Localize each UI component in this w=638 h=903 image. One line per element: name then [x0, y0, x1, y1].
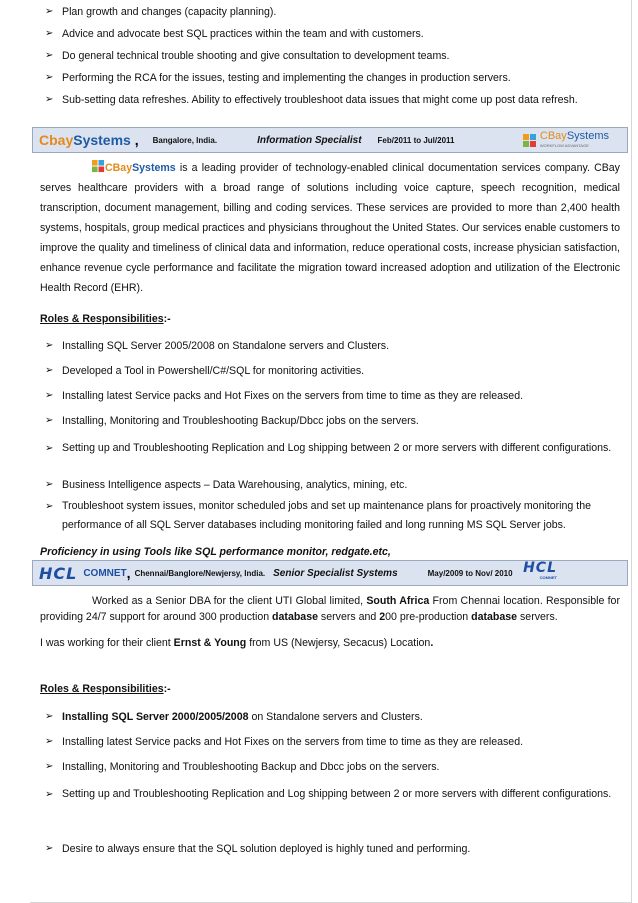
job-role: Senior Specialist Systems: [273, 567, 398, 579]
list-item: ➢ Installing, Monitoring and Troubleshooting Backup/Dbcc jobs on the servers.: [45, 415, 419, 427]
job-dates: Feb/2011 to Jul/2011: [377, 135, 455, 145]
list-item: ➢ Developed a Tool in Powershell/C#/SQL for monitoring activities.: [45, 365, 365, 377]
list-item: ➢ Setting up and Troubleshooting Replication and Log shipping between 2 or more servers with different configurations.: [62, 785, 620, 804]
arrow-bullet-icon: ➢: [45, 50, 54, 61]
list-item: ➢ Installing latest Service packs and Hot Fixes on the servers from time to time as they are released.: [45, 390, 524, 402]
client-note: I was working for their client Ernst & Young from US (Newjersy, Secacus) Location.: [40, 637, 434, 649]
list-item: ➢ Installing latest Service packs and Hot Fixes on the servers from time to time as they are released.: [45, 736, 524, 748]
arrow-bullet-icon: ➢: [45, 443, 54, 454]
arrow-bullet-icon: ➢: [45, 789, 54, 800]
cbay-squares-icon: [523, 134, 537, 148]
arrow-bullet-icon: ➢: [45, 72, 54, 83]
list-item: ➢ Installing SQL Server 2005/2008 on Standalone servers and Clusters.: [45, 340, 390, 352]
cbay-logo: CbaySystems ,: [39, 132, 139, 148]
job-location: Bangalore, India.: [152, 135, 218, 145]
arrow-bullet-icon: ➢: [45, 390, 54, 401]
cbay-right-logo: CBaySystems WORKFLOW ADVANTAGE: [523, 131, 609, 150]
list-item: ➢ Setting up and Troubleshooting Replication and Log shipping between 2 or more servers with different configurations.: [62, 439, 620, 458]
hcl-logo: HCL: [39, 563, 78, 583]
arrow-bullet-icon: ➢: [45, 761, 54, 772]
list-item: ➢ Advice and advocate best SQL practices within the team and with customers.: [45, 28, 424, 40]
cbay-squares-icon: [92, 160, 105, 173]
arrow-bullet-icon: ➢: [45, 94, 54, 105]
arrow-bullet-icon: ➢: [45, 843, 54, 854]
hcl-right-logo: HCL COMNET: [523, 560, 557, 580]
job-location: Chennai/Banglore/Newjersy, India.: [134, 568, 266, 578]
arrow-bullet-icon: ➢: [45, 340, 54, 351]
job-banner-cbay: [32, 127, 628, 153]
arrow-bullet-icon: ➢: [45, 6, 54, 17]
job-role: Information Specialist: [257, 134, 362, 146]
arrow-bullet-icon: ➢: [45, 415, 54, 426]
list-item: ➢ Troubleshoot system issues, monitor scheduled jobs and set up maintenance plans for proactively monitoring the performance of all SQL Server databases including monitoring failed and long running MS SQL Server jobs.: [62, 497, 620, 535]
arrow-bullet-icon: ➢: [45, 501, 54, 512]
arrow-bullet-icon: ➢: [45, 28, 54, 39]
arrow-bullet-icon: ➢: [45, 736, 54, 747]
roles-heading: Roles & Responsibilities:-: [40, 683, 171, 695]
arrow-bullet-icon: ➢: [45, 479, 54, 490]
list-item: ➢ Desire to always ensure that the SQL solution deployed is highly tuned and performing.: [45, 843, 471, 855]
list-item: ➢ Installing SQL Server 2000/2005/2008 on Standalone servers and Clusters.: [45, 711, 423, 723]
job-dates: May/2009 to Nov/ 2010: [427, 568, 513, 578]
list-item: ➢ Business Intelligence aspects – Data Warehousing, analytics, mining, etc.: [45, 479, 408, 491]
proficiency-note: Proficiency in using Tools like SQL performance monitor, redgate.etc,: [40, 546, 391, 558]
arrow-bullet-icon: ➢: [45, 711, 54, 722]
list-item: ➢ Sub-setting data refreshes. Ability to effectively troubleshoot data issues that might come up post data refresh.: [45, 94, 578, 106]
list-item: ➢ Performing the RCA for the issues, testing and implementing the changes in production servers.: [45, 72, 511, 84]
list-item: ➢ Do general technical trouble shooting and give consultation to development teams.: [45, 50, 450, 62]
company-description: CBaySystems is a leading provider of technology-enabled clinical documentation services company. CBay serves healthcare providers with a broad range of solutions including voice capture, speech recognition, medical transcription, document management, billing and coding services. These services are provided to more than 2,400 health systems, hospitals, group medical practices and physicians throughout the United States. Our services enable customers to improve the quality and timeliness of clinical data and information, reduce operational costs, increase physician satisfaction, enhance revenue cycle performance and facilitate the migration toward increased adoption and utilization of the Electronic Health Record (EHR).: [40, 162, 620, 294]
roles-heading: Roles & Responsibilities:-: [40, 313, 171, 325]
list-item: ➢ Installing, Monitoring and Troubleshooting Backup and Dbcc jobs on the servers.: [45, 761, 440, 773]
arrow-bullet-icon: ➢: [45, 365, 54, 376]
job-banner-hcl: HCL COMNET , Chennai/Banglore/Newjersy, India. Senior Specialist Systems May/2009 to Nov/ 2010 HCL COMNET: [32, 560, 628, 586]
job-description: Worked as a Senior DBA for the client UTI Global limited, South Africa From Chennai location. Responsible for providing 24/7 support for around 300 production database servers and 200 pre-production database servers.: [40, 595, 620, 623]
list-item: ➢ Plan growth and changes (capacity planning).: [45, 6, 277, 18]
